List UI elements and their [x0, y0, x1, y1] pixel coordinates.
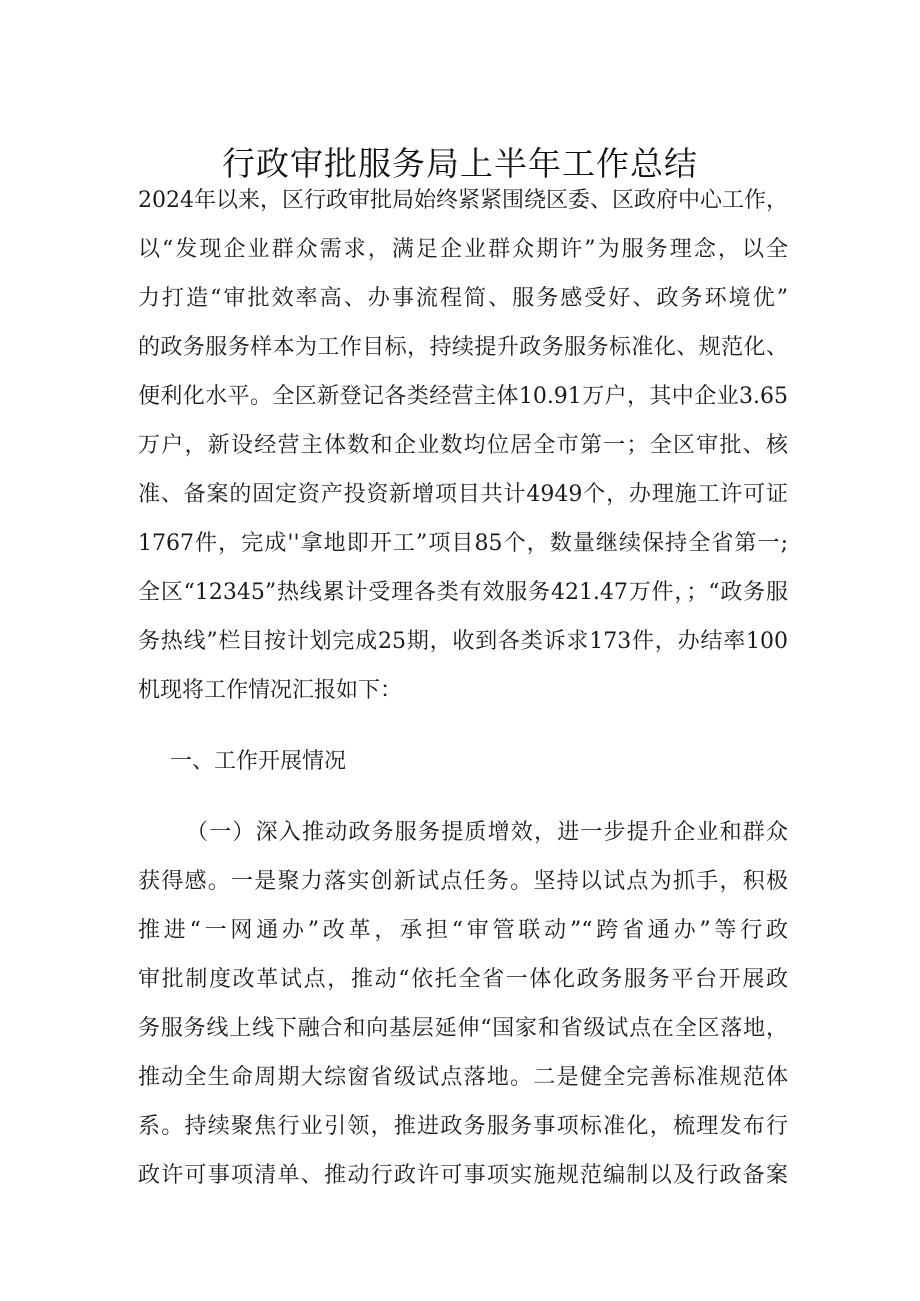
intro-line-3: 力打造“审批效率高、办事流程简、服务感受好、政务环境优”	[138, 286, 788, 311]
intro-line-4: 的政务服务样本为工作目标，持续提升政务服务标准化、规范化、	[138, 335, 788, 360]
document-title: 行政审批服务局上半年工作总结	[222, 144, 698, 183]
section-line-7: 系。持续聚焦行业引领，推进政务服务事项标准化，梳理发布行	[138, 1114, 788, 1139]
section-heading: 一、工作开展情况	[170, 749, 347, 774]
intro-line-11: 机现将工作情况汇报如下：	[138, 678, 403, 703]
section-line-6: 推动全生命周期大综窗省级试点落地。二是健全完善标准规范体	[138, 1065, 788, 1090]
intro-line-2: 以“发现企业群众需求，满足企业群众期许”为服务理念，以全	[138, 237, 788, 262]
intro-line-10: 务热线”栏目按计划完成25期，收到各类诉求173件，办结率100	[138, 629, 788, 654]
intro-line-9: 全区“12345”热线累计受理各类有效服务421.47万件，；“政务服	[138, 580, 788, 605]
section-line-3: 推进“一网通办”改革，承担“审管联动”“跨省通办”等行政	[138, 918, 788, 943]
intro-line-5: 便利化水平。全区新登记各类经营主体10.91万户，其中企业3.65	[138, 384, 788, 409]
intro-line-8: 1767件，完成''拿地即开工”项目85个，数量继续保持全省第一;	[138, 531, 788, 556]
intro-line-7: 准、备案的固定资产投资新增项目共计4949个，办理施工许可证	[138, 482, 788, 507]
section-line-4: 审批制度改革试点，推动“依托全省一体化政务服务平台开展政	[138, 967, 788, 992]
section-line-5: 务服务线上线下融合和向基层延伸“国家和省级试点在全区落地，	[138, 1016, 788, 1041]
intro-line-6: 万户，新设经营主体数和企业数均位居全市第一；全区审批、核	[138, 433, 788, 458]
section-line-8: 政许可事项清单、推动行政许可事项实施规范编制以及行政备案	[138, 1163, 788, 1188]
section-line-2: 获得感。一是聚力落实创新试点任务。坚持以试点为抓手，积极	[138, 869, 788, 894]
section-line-1: （一）深入推动政务服务提质增效，进一步提升企业和群众	[186, 820, 788, 845]
intro-line-1: 2024年以来，区行政审批局始终紧紧围绕区委、区政府中心工作，	[138, 188, 788, 213]
